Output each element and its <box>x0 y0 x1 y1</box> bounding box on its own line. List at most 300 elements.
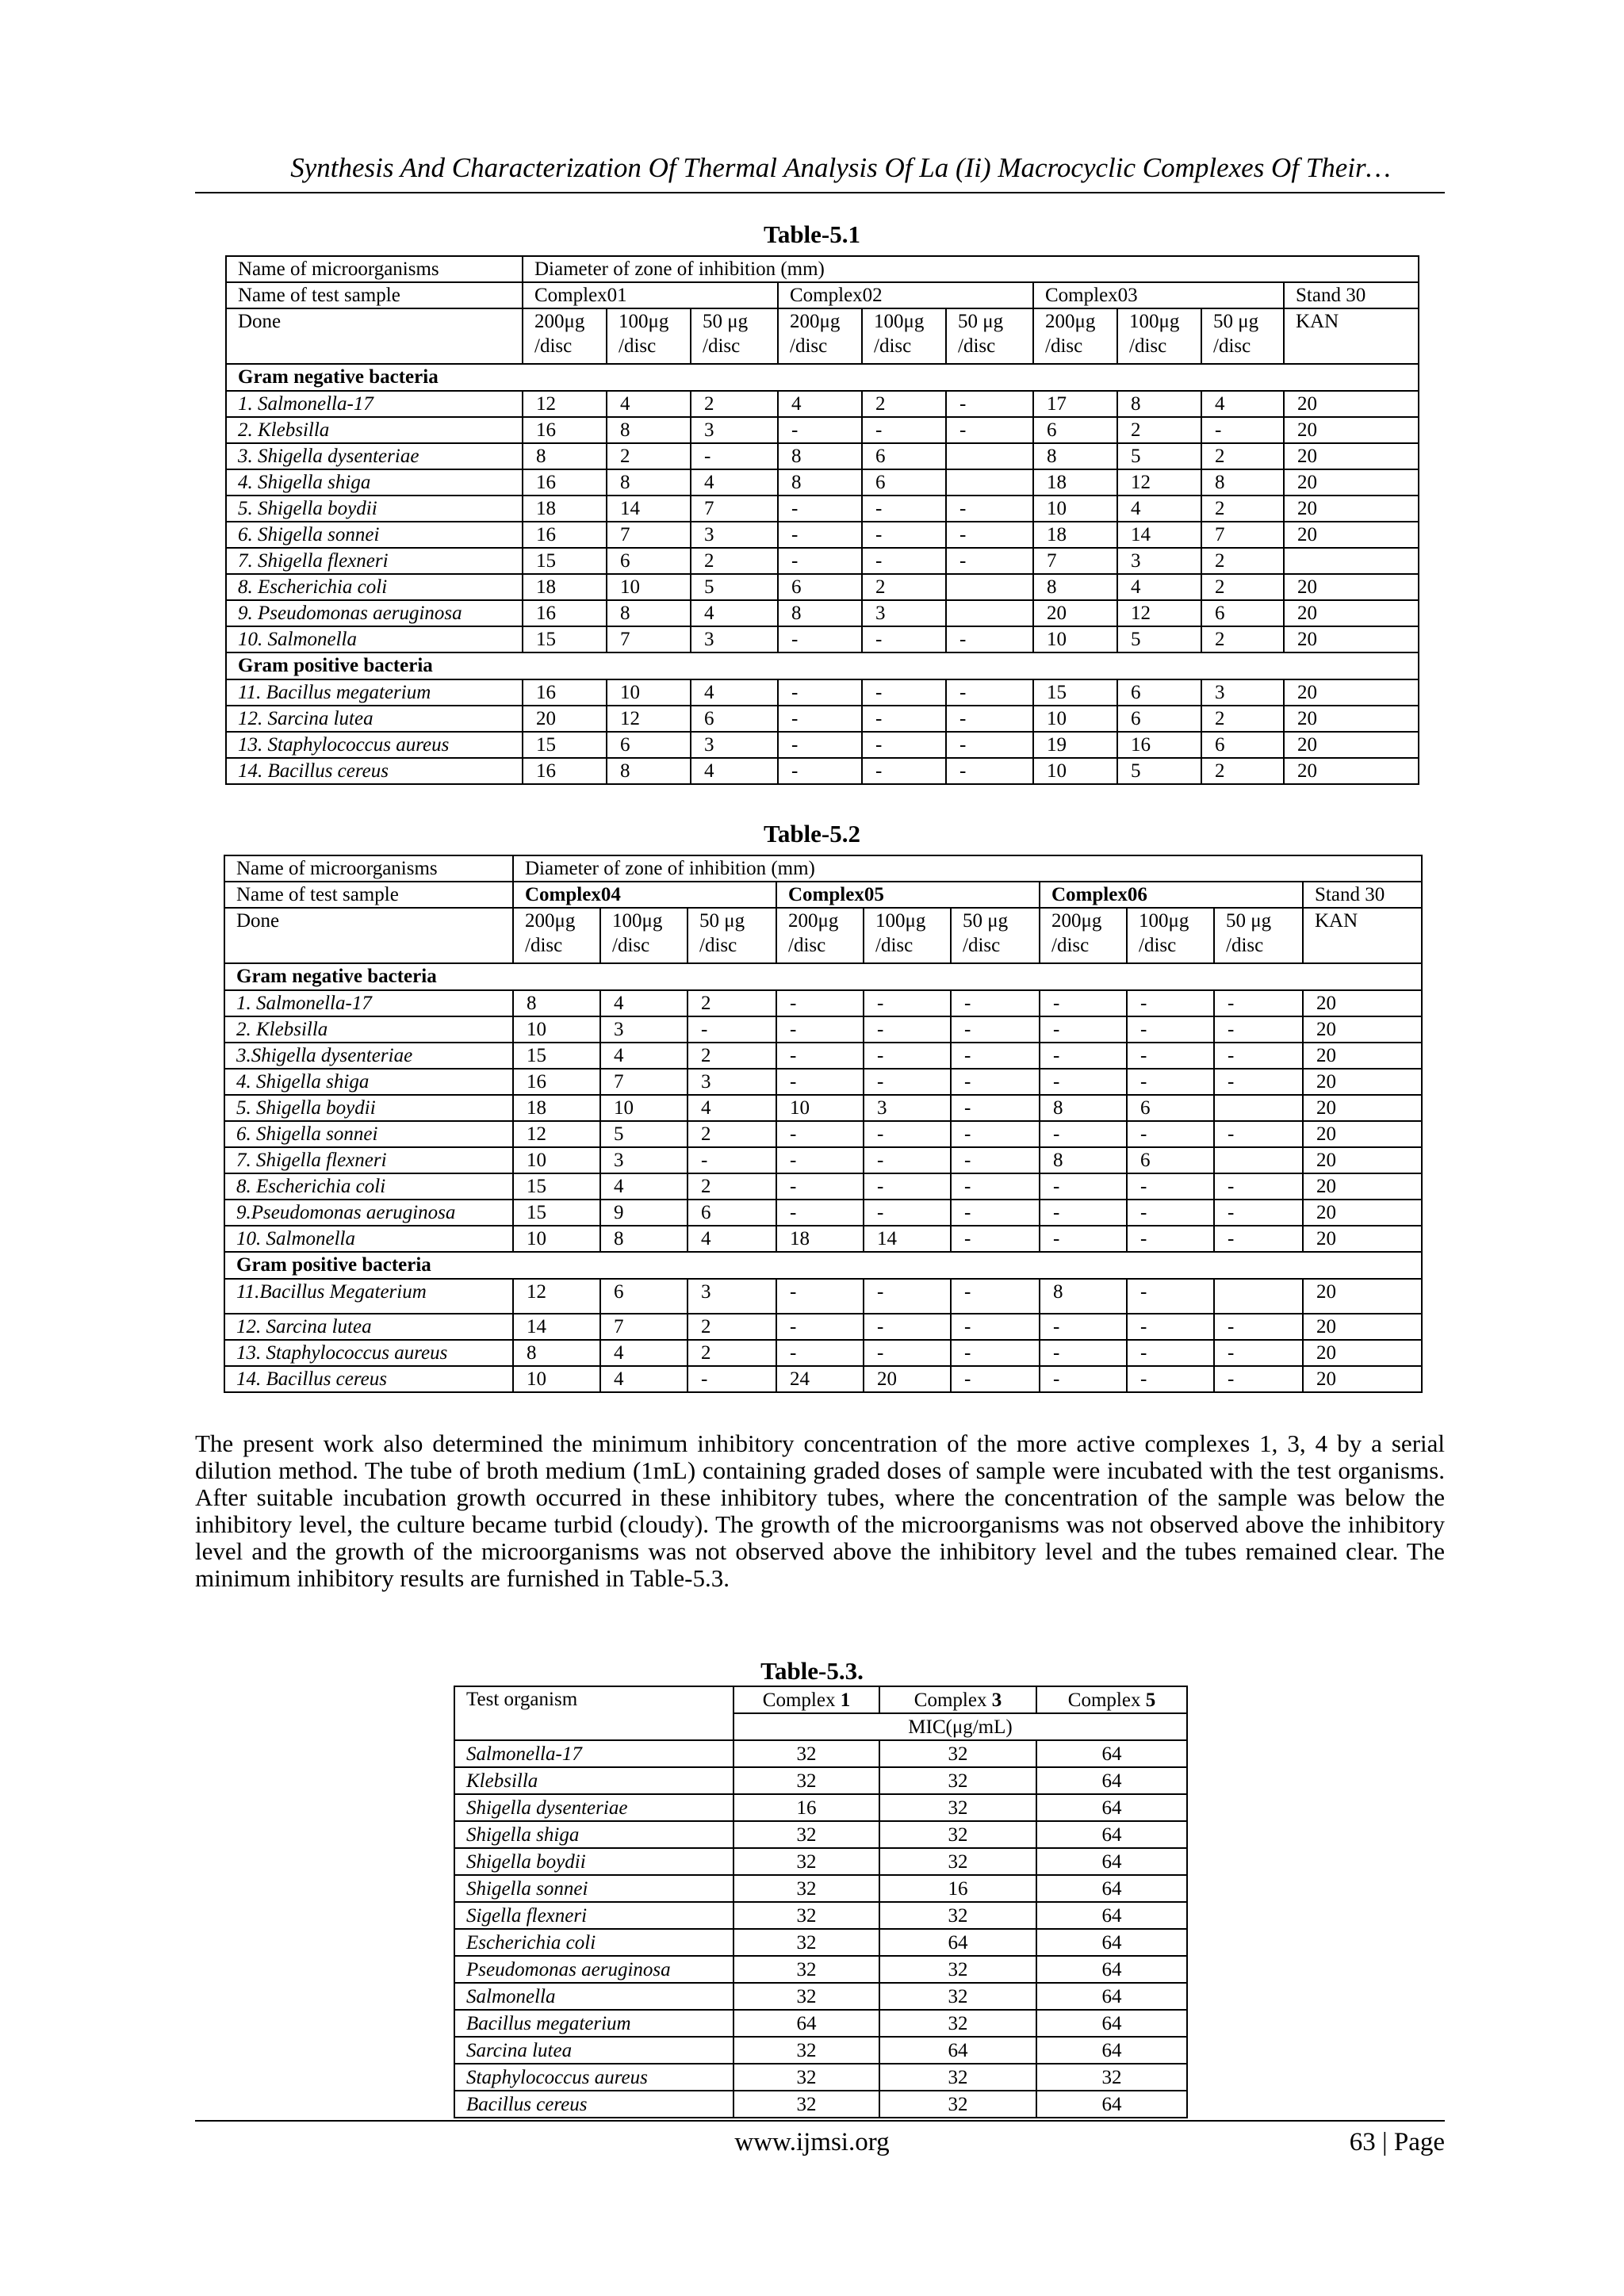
value-cell: 5 <box>691 574 778 600</box>
value-cell: 10 <box>607 679 691 706</box>
value-cell: - <box>778 626 862 652</box>
mic-value-cell: 32 <box>879 2064 1036 2091</box>
value-cell: - <box>1040 1173 1127 1200</box>
value-cell: 3 <box>688 1069 776 1095</box>
value-cell: 3 <box>1201 679 1284 706</box>
organism-name: 12. Sarcina lutea <box>226 706 523 732</box>
value-cell: 10 <box>1033 496 1117 522</box>
value-cell: - <box>951 1069 1040 1095</box>
value-cell: 4 <box>688 1226 776 1252</box>
mic-value-cell: 32 <box>879 1983 1036 2010</box>
table-row <box>226 758 1419 784</box>
header-value-cell: Diameter of zone of inhibition (mm) <box>513 855 1422 882</box>
value-cell: 6 <box>600 1279 688 1314</box>
value-cell: - <box>778 522 862 548</box>
table-row <box>224 1314 1422 1340</box>
value-cell: - <box>951 1016 1040 1043</box>
table-row <box>226 522 1419 548</box>
complex-header-cell: Complex06 <box>1040 882 1303 908</box>
mic-value-cell: 32 <box>879 1956 1036 1983</box>
value-cell: - <box>1127 1279 1214 1314</box>
table-row <box>454 1767 1187 1794</box>
section-row <box>224 963 1422 990</box>
value-cell: 8 <box>1033 443 1117 469</box>
dose-amount: 200μg <box>534 311 585 332</box>
value-cell: - <box>946 496 1033 522</box>
value-cell: 2 <box>688 1043 776 1069</box>
dose-unit: /disc <box>525 935 563 956</box>
value-cell: - <box>1214 1200 1303 1226</box>
value-cell: 20 <box>1303 1016 1422 1043</box>
value-cell: 4 <box>600 1043 688 1069</box>
mic-value-cell: 64 <box>1036 1902 1187 1929</box>
value-cell: 15 <box>523 732 607 758</box>
value-cell: 8 <box>1040 1095 1127 1121</box>
dose-cell <box>946 308 1033 364</box>
dose-amount: 200μg <box>790 311 841 332</box>
dose-unit: /disc <box>703 335 741 357</box>
value-cell: - <box>951 1200 1040 1226</box>
value-cell: - <box>688 1016 776 1043</box>
value-cell: 16 <box>523 679 607 706</box>
value-cell: - <box>778 758 862 784</box>
value-cell: - <box>864 1121 951 1147</box>
complex-header-cell: Complex02 <box>778 282 1033 308</box>
value-cell: - <box>862 496 946 522</box>
value-cell <box>1214 1279 1303 1314</box>
section-row <box>224 1252 1422 1279</box>
value-cell: - <box>946 391 1033 417</box>
value-cell: 20 <box>1284 522 1419 548</box>
table-row <box>226 732 1419 758</box>
value-cell: 8 <box>523 443 607 469</box>
table-row <box>226 496 1419 522</box>
organism-name: Sigella flexneri <box>454 1902 733 1929</box>
value-cell: 2 <box>688 1340 776 1366</box>
value-cell: 6 <box>778 574 862 600</box>
organism-name: 6. Shigella sonnei <box>224 1121 513 1147</box>
value-cell: 15 <box>523 548 607 574</box>
value-cell: - <box>1040 1340 1127 1366</box>
table-row <box>224 1121 1422 1147</box>
value-cell: 18 <box>513 1095 600 1121</box>
mic-value-cell: 32 <box>879 2010 1036 2037</box>
value-cell: - <box>951 1226 1040 1252</box>
dose-amount: 50 μg <box>699 910 745 932</box>
value-cell: 6 <box>862 469 946 496</box>
value-cell: - <box>1040 1043 1127 1069</box>
table-5-3 <box>454 1686 1188 2118</box>
dose-unit: /disc <box>1051 935 1090 956</box>
value-cell: 20 <box>1284 574 1419 600</box>
value-cell: 5 <box>1117 443 1201 469</box>
value-cell: 16 <box>513 1069 600 1095</box>
dose-cell <box>1117 308 1201 364</box>
table-row <box>224 1366 1422 1392</box>
header-row <box>226 256 1419 282</box>
organism-name: Salmonella <box>454 1983 733 2010</box>
dose-unit: /disc <box>619 335 657 357</box>
value-cell: 20 <box>1303 1279 1422 1314</box>
table-row <box>454 1740 1187 1767</box>
value-cell: - <box>864 1147 951 1173</box>
value-cell: - <box>946 548 1033 574</box>
value-cell: 20 <box>1284 443 1419 469</box>
value-cell: 15 <box>513 1173 600 1200</box>
mic-value-cell: 64 <box>1036 1875 1187 1902</box>
value-cell: 2 <box>691 548 778 574</box>
value-cell: - <box>864 1043 951 1069</box>
dose-unit: /disc <box>1139 935 1177 956</box>
value-cell: - <box>951 1366 1040 1392</box>
value-cell: 16 <box>523 522 607 548</box>
value-cell: 6 <box>607 548 691 574</box>
mic-value-cell: 32 <box>879 1848 1036 1875</box>
organism-name: Escherichia coli <box>454 1929 733 1956</box>
value-cell: - <box>776 990 864 1016</box>
mic-value-cell: 32 <box>733 1740 879 1767</box>
value-cell: 20 <box>864 1366 951 1392</box>
dose-amount: 100μg <box>1129 311 1180 332</box>
organism-name: Klebsilla <box>454 1767 733 1794</box>
dose-amount: 50 μg <box>1213 311 1259 332</box>
table-row <box>454 1821 1187 1848</box>
value-cell: 10 <box>513 1016 600 1043</box>
value-cell: 4 <box>691 758 778 784</box>
section-header: Gram positive bacteria <box>226 652 1419 679</box>
value-cell: 3 <box>864 1095 951 1121</box>
organism-name: 1. Salmonella-17 <box>224 990 513 1016</box>
value-cell: - <box>1214 1043 1303 1069</box>
value-cell: 24 <box>776 1366 864 1392</box>
value-cell: - <box>1214 1173 1303 1200</box>
mic-value-cell: 32 <box>733 1983 879 2010</box>
value-cell: 14 <box>607 496 691 522</box>
value-cell: 4 <box>600 1173 688 1200</box>
mic-value-cell: 64 <box>1036 1848 1187 1875</box>
value-cell: 6 <box>1201 600 1284 626</box>
running-header: Synthesis And Characterization Of Thermal Analysis Of La (Ii) Macrocyclic Complexes Of Their… <box>290 152 1391 183</box>
value-cell: - <box>946 626 1033 652</box>
complex-header-cell: Complex01 <box>523 282 778 308</box>
dose-unit: /disc <box>612 935 650 956</box>
header-label-cell: Done <box>226 308 523 364</box>
value-cell: - <box>951 1279 1040 1314</box>
value-cell: 8 <box>607 417 691 443</box>
table-row <box>226 469 1419 496</box>
value-cell: 12 <box>513 1279 600 1314</box>
value-cell: - <box>778 679 862 706</box>
value-cell: - <box>776 1147 864 1173</box>
complex-header-cell: Complex05 <box>776 882 1040 908</box>
value-cell: 2 <box>1201 574 1284 600</box>
value-cell: 20 <box>1303 1069 1422 1095</box>
value-cell: 4 <box>1201 391 1284 417</box>
organism-name: 4. Shigella shiga <box>226 469 523 496</box>
value-cell: - <box>776 1043 864 1069</box>
organism-name: 9. Pseudomonas aeruginosa <box>226 600 523 626</box>
organism-name: 7. Shigella flexneri <box>224 1147 513 1173</box>
mic-value-cell: 64 <box>879 1929 1036 1956</box>
table-row <box>454 2091 1187 2118</box>
section-row <box>226 364 1419 391</box>
value-cell: 18 <box>1033 522 1117 548</box>
value-cell: 2 <box>688 1314 776 1340</box>
value-cell: - <box>1214 1366 1303 1392</box>
value-cell: 20 <box>1303 1314 1422 1340</box>
dose-unit: /disc <box>788 935 826 956</box>
complex-word: Complex <box>914 1689 987 1711</box>
dose-cell <box>1040 908 1127 963</box>
table-row <box>226 548 1419 574</box>
value-cell: - <box>946 758 1033 784</box>
dose-amount: 200μg <box>1045 311 1096 332</box>
dose-amount: 200μg <box>1051 910 1102 932</box>
dose-unit: /disc <box>1213 335 1251 357</box>
table-row <box>454 2010 1187 2037</box>
value-cell: 6 <box>1117 706 1201 732</box>
value-cell: 20 <box>1284 469 1419 496</box>
value-cell: 10 <box>513 1366 600 1392</box>
complex-header-cell <box>879 1686 1036 1713</box>
dose-amount: 100μg <box>612 910 663 932</box>
value-cell: - <box>946 417 1033 443</box>
value-cell: 2 <box>1201 758 1284 784</box>
table-5-2-caption: Table-5.2 <box>763 820 861 848</box>
value-cell: 4 <box>778 391 862 417</box>
value-cell: 6 <box>1127 1147 1214 1173</box>
value-cell: 12 <box>523 391 607 417</box>
dose-cell <box>1214 908 1303 963</box>
value-cell: 7 <box>1201 522 1284 548</box>
dose-amount: 100μg <box>1139 910 1189 932</box>
value-cell: 8 <box>607 469 691 496</box>
value-cell: 7 <box>600 1314 688 1340</box>
value-cell: 14 <box>1117 522 1201 548</box>
value-cell: 18 <box>523 496 607 522</box>
value-cell: 8 <box>778 469 862 496</box>
kan-header-cell: KAN <box>1303 908 1422 963</box>
value-cell: 6 <box>691 706 778 732</box>
table-row <box>224 1016 1422 1043</box>
organism-name: 12. Sarcina lutea <box>224 1314 513 1340</box>
value-cell: - <box>1127 1314 1214 1340</box>
value-cell: 3 <box>1117 548 1201 574</box>
value-cell: - <box>776 1016 864 1043</box>
value-cell: - <box>1127 1121 1214 1147</box>
value-cell: 3 <box>688 1279 776 1314</box>
value-cell <box>1214 1095 1303 1121</box>
value-cell: 8 <box>1117 391 1201 417</box>
header-label-cell: Name of test sample <box>226 282 523 308</box>
dose-cell <box>523 308 607 364</box>
organism-name: Staphylococcus aureus <box>454 2064 733 2091</box>
table-row <box>226 391 1419 417</box>
mic-value-cell: 32 <box>879 1740 1036 1767</box>
mic-value-cell: 32 <box>733 1902 879 1929</box>
value-cell: - <box>1127 990 1214 1016</box>
header-label-cell: Name of test sample <box>224 882 513 908</box>
table-row <box>454 1794 1187 1821</box>
value-cell: - <box>1214 1340 1303 1366</box>
value-cell: - <box>1127 1200 1214 1226</box>
table-5-1 <box>225 255 1419 785</box>
value-cell: 8 <box>607 600 691 626</box>
mic-value-cell: 64 <box>879 2037 1036 2064</box>
value-cell: - <box>778 417 862 443</box>
dose-amount: 200μg <box>788 910 839 932</box>
value-cell: 4 <box>1117 574 1201 600</box>
value-cell: 5 <box>1117 626 1201 652</box>
value-cell: 15 <box>513 1043 600 1069</box>
value-cell: 6 <box>1201 732 1284 758</box>
complex-number: 1 <box>840 1689 851 1711</box>
mic-value-cell: 32 <box>733 1848 879 1875</box>
organism-name: 10. Salmonella <box>226 626 523 652</box>
dose-unit: /disc <box>1129 335 1167 357</box>
value-cell: 20 <box>1303 1043 1422 1069</box>
value-cell: 20 <box>1303 1121 1422 1147</box>
value-cell: - <box>688 1147 776 1173</box>
value-cell: - <box>776 1314 864 1340</box>
dose-amount: 200μg <box>525 910 576 932</box>
value-cell: 4 <box>1117 496 1201 522</box>
value-cell: - <box>951 990 1040 1016</box>
dose-unit: /disc <box>534 335 573 357</box>
table-row <box>226 679 1419 706</box>
value-cell: 10 <box>1033 758 1117 784</box>
dose-unit: /disc <box>790 335 828 357</box>
value-cell: - <box>951 1043 1040 1069</box>
value-cell: 8 <box>1033 574 1117 600</box>
organism-name: 3. Shigella dysenteriae <box>226 443 523 469</box>
organism-name: Shigella dysenteriae <box>454 1794 733 1821</box>
mic-value-cell: 32 <box>733 1929 879 1956</box>
value-cell: 20 <box>1284 679 1419 706</box>
value-cell: 8 <box>513 1340 600 1366</box>
dose-row <box>226 308 1419 364</box>
dose-cell <box>688 908 776 963</box>
header-label-cell: Name of microorganisms <box>226 256 523 282</box>
mic-value-cell: 64 <box>1036 1767 1187 1794</box>
value-cell: 20 <box>1303 1200 1422 1226</box>
value-cell: - <box>1214 1069 1303 1095</box>
value-cell: 12 <box>1117 469 1201 496</box>
table-row <box>224 990 1422 1016</box>
value-cell: 8 <box>607 758 691 784</box>
value-cell: - <box>864 1340 951 1366</box>
table-row <box>226 417 1419 443</box>
header-row <box>454 1686 1187 1713</box>
sample-row <box>224 882 1422 908</box>
value-cell: - <box>778 732 862 758</box>
table-5-3-caption: Table-5.3. <box>760 1657 864 1685</box>
value-cell: 4 <box>600 1340 688 1366</box>
value-cell <box>946 574 1033 600</box>
value-cell: - <box>778 496 862 522</box>
dose-cell <box>1201 308 1284 364</box>
mic-value-cell: 32 <box>733 2037 879 2064</box>
value-cell: 4 <box>607 391 691 417</box>
mic-value-cell: 64 <box>1036 1821 1187 1848</box>
dose-cell <box>600 908 688 963</box>
value-cell: 2 <box>1201 443 1284 469</box>
mic-value-cell: 32 <box>733 1821 879 1848</box>
mic-value-cell: 32 <box>879 1767 1036 1794</box>
mic-value-cell: 32 <box>879 1821 1036 1848</box>
value-cell: 2 <box>1117 417 1201 443</box>
value-cell: - <box>1040 1016 1127 1043</box>
value-cell: 7 <box>691 496 778 522</box>
table-row <box>454 2064 1187 2091</box>
mic-value-cell: 32 <box>733 2091 879 2118</box>
organism-name: 13. Staphylococcus aureus <box>224 1340 513 1366</box>
organism-name: 1. Salmonella-17 <box>226 391 523 417</box>
value-cell: - <box>951 1314 1040 1340</box>
table-row <box>454 1902 1187 1929</box>
value-cell: 20 <box>1303 1366 1422 1392</box>
value-cell: - <box>1040 1200 1127 1226</box>
value-cell: 16 <box>523 600 607 626</box>
organism-name: 13. Staphylococcus aureus <box>226 732 523 758</box>
value-cell: 8 <box>513 990 600 1016</box>
organism-name: 8. Escherichia coli <box>224 1173 513 1200</box>
dose-amount: 50 μg <box>703 311 749 332</box>
dose-cell <box>691 308 778 364</box>
sample-row <box>226 282 1419 308</box>
value-cell: 3 <box>600 1147 688 1173</box>
complex-header-cell <box>1036 1686 1187 1713</box>
value-cell: 2 <box>862 391 946 417</box>
section-header: Gram negative bacteria <box>226 364 1419 391</box>
value-cell: 4 <box>688 1095 776 1121</box>
value-cell: 20 <box>523 706 607 732</box>
table-row <box>454 1848 1187 1875</box>
value-cell: - <box>951 1095 1040 1121</box>
value-cell: 20 <box>1303 1340 1422 1366</box>
value-cell: 2 <box>862 574 946 600</box>
value-cell: 3 <box>691 522 778 548</box>
mic-value-cell: 32 <box>879 1902 1036 1929</box>
value-cell: 2 <box>1201 548 1284 574</box>
value-cell: - <box>776 1340 864 1366</box>
dose-amount: 100μg <box>619 311 669 332</box>
value-cell: - <box>862 626 946 652</box>
table-row <box>224 1173 1422 1200</box>
standard-header-cell: Stand 30 <box>1284 282 1419 308</box>
value-cell: - <box>1127 1366 1214 1392</box>
value-cell: 10 <box>607 574 691 600</box>
value-cell: 18 <box>523 574 607 600</box>
value-cell: - <box>1127 1226 1214 1252</box>
value-cell: 8 <box>778 443 862 469</box>
value-cell: 4 <box>691 469 778 496</box>
value-cell: 9 <box>600 1200 688 1226</box>
value-cell: - <box>946 706 1033 732</box>
section-header: Gram positive bacteria <box>224 1252 1422 1279</box>
section-header: Gram negative bacteria <box>224 963 1422 990</box>
organism-name: Bacillus megaterium <box>454 2010 733 2037</box>
dose-amount: 100μg <box>874 311 925 332</box>
value-cell <box>946 469 1033 496</box>
mic-value-cell: 32 <box>1036 2064 1187 2091</box>
dose-unit: /disc <box>963 935 1001 956</box>
organism-name: 6. Shigella sonnei <box>226 522 523 548</box>
value-cell: - <box>951 1340 1040 1366</box>
dose-cell <box>951 908 1040 963</box>
value-cell: 20 <box>1284 626 1419 652</box>
value-cell: 10 <box>1033 626 1117 652</box>
